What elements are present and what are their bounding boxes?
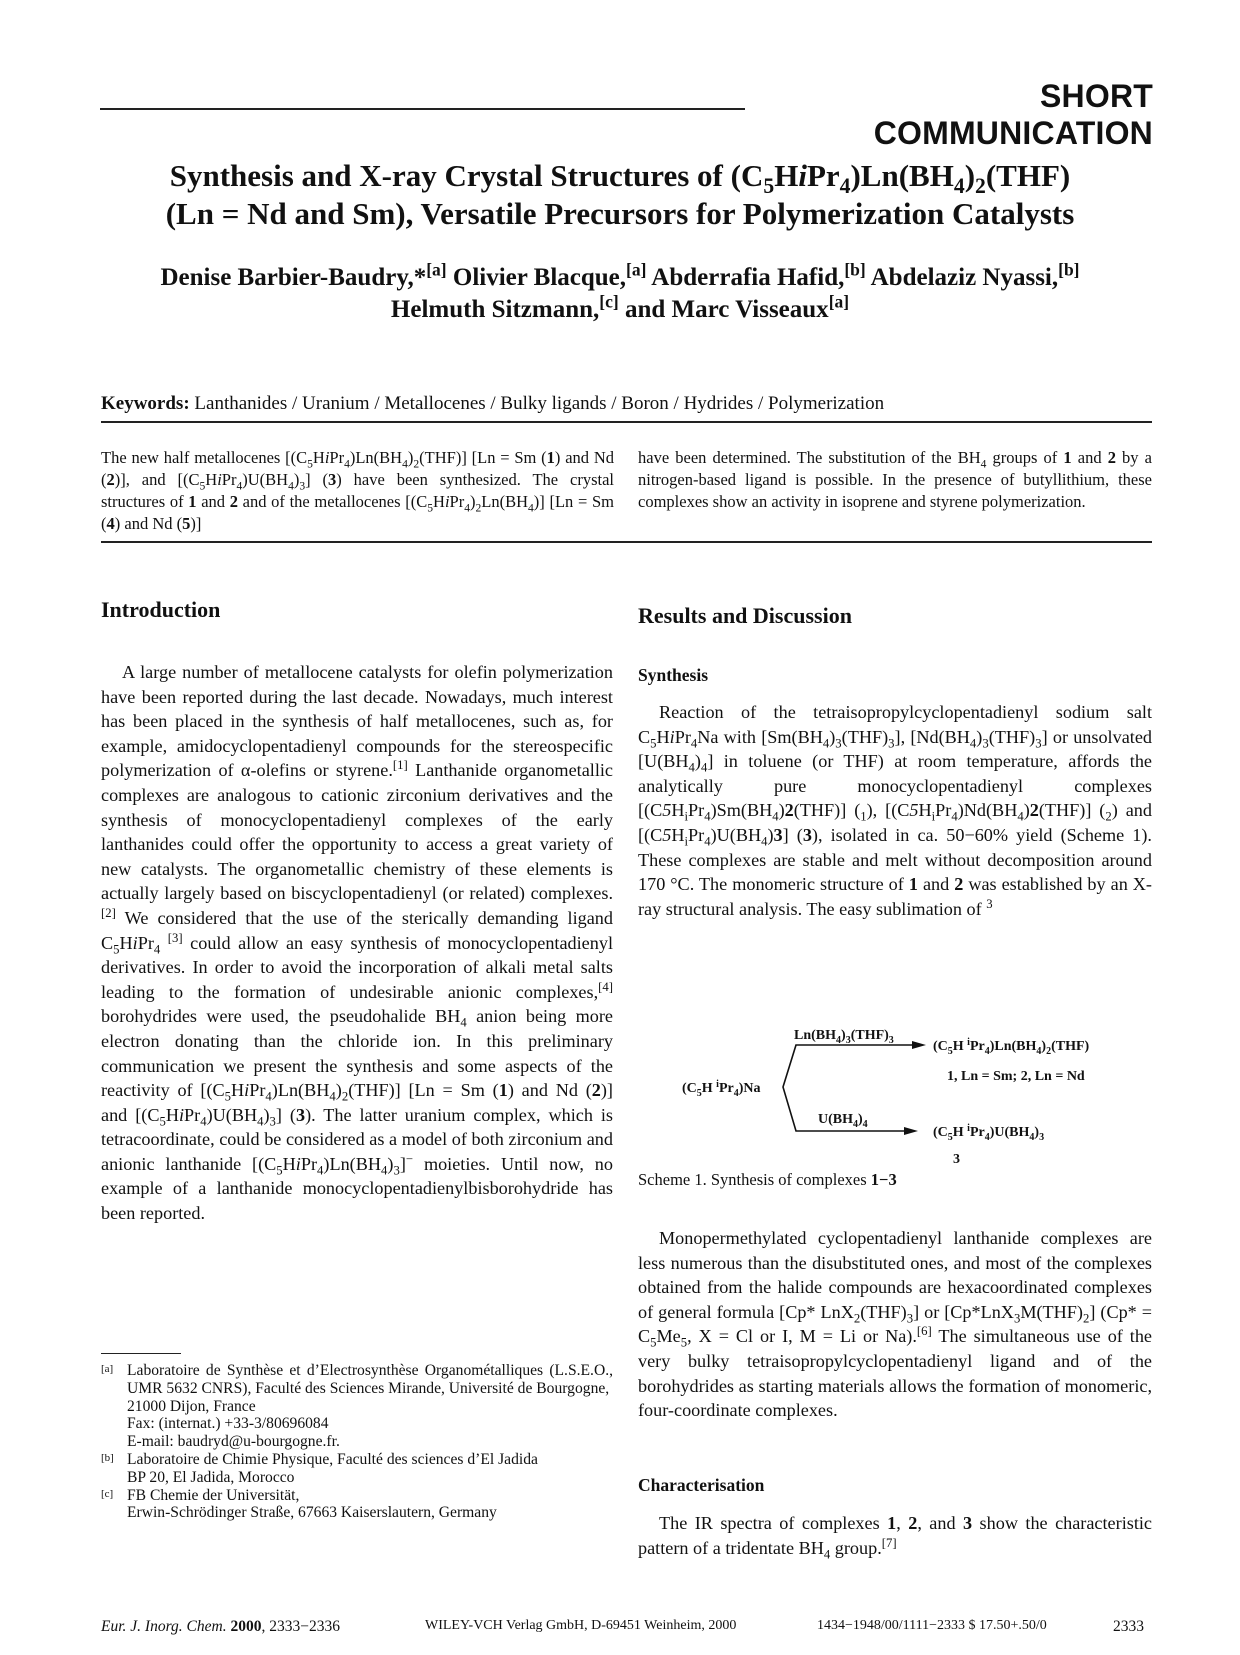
footnote-b: [b] Laboratoire de Chimie Physique, Faculté des sciences d’El Jadida BP 20, El Jadida, Morocco	[101, 1450, 538, 1486]
introduction-heading: Introduction	[101, 597, 221, 622]
upper-note: 1, Ln = Sm; 2, Ln = Nd	[947, 1069, 1085, 1084]
header-rule	[100, 108, 745, 110]
reaction-scheme	[650, 1017, 1150, 1167]
affiliation-footnotes	[101, 1362, 613, 1522]
keywords	[101, 393, 884, 415]
lower-arrowhead	[904, 1127, 918, 1135]
upper-arrowhead	[912, 1041, 926, 1049]
lower-number: 3	[953, 1152, 960, 1167]
characterisation-paragraph: The IR spectra of complexes 1, 2, and 3 show the characteristic pattern of a tridentate $BH_4$ group.[7]	[638, 1513, 1152, 1562]
scheme-caption: Scheme 1. Synthesis of complexes 1−3	[638, 1170, 897, 1189]
section-type-label: SHORT COMMUNICATION	[873, 78, 1153, 151]
article-title	[80, 157, 1160, 233]
abstract-left-column: The new half metallocenes $[(C_5HiPr_4)Ln(BH_4)_2(THF)] [Ln = Sm$ (1) and Nd (2)], and $[(C_5HiPr_4)U(BH_4)_3]$ (3) have been synthesized. The crystal structures of 1 and 2 and of the metallocenes $[(C_5HiPr_4)_2Ln(BH_4)] [Ln = Sm$ (4) and Nd (5)]	[101, 448, 614, 533]
abstract-bottom-rule	[101, 541, 1152, 543]
keywords-text: Lanthanides / Uranium / Metallocenes / Bulky ligands / Boron / Hydrides / Polymerization	[194, 393, 885, 414]
scheme-reactant: ($C_5H$ $^iPr_4)Na$	[682, 1079, 761, 1099]
keywords-label: Keywords:	[101, 393, 190, 414]
results-heading: Results and Discussion	[638, 603, 852, 628]
mono-paragraph: Monopermethylated cyclopentadienyl lanthanide complexes are less numerous than the disubstituted ones, and most of the complexes obtained from the halide compounds are hexacoordinated complexes of general formula [Cp* $LnX_2(THF)_3$] or $[Cp*LnX_3M(THF)_2] (Cp* = C_5Me_5$, X = Cl or I, M = Li or Na).[6] The simultaneous use of the very bulky tetraisopropylcyclopentadienyl ligand and of the borohydrides as starting materials allows the formation of monomeric, four-coordinate complexes.	[638, 1228, 1152, 1421]
synthesis-body	[638, 700, 1152, 921]
synthesis-heading: Synthesis	[638, 665, 709, 685]
lower-product: ($C_5H$ $^iPr_4)U(BH_4)_3$	[933, 1123, 1045, 1143]
issn-line: 1434−1948/00/1111−2333 $ 17.50+.50/0	[817, 1618, 1047, 1633]
abstract-right-column: have been determined. The substitution of the $BH_4$ groups of 1 and 2 by a nitrogen-based ligand is possible. In the presence of butyllithium, these complexes show an activity in isoprene and styrene polymerization.	[638, 448, 1152, 511]
footnote-rule	[101, 1353, 181, 1354]
title-line-1: Synthesis and X-ray Crystal Structures of $(C_5HiPr_4)Ln(BH_4)_2(THF)$	[169, 158, 1071, 199]
author-line-2: Helmuth Sitzmann,[c] and Marc Visseaux[a]	[390, 291, 850, 323]
footnote-a: [a] Laboratoire de Synthèse et d’Electrosynthèse Organométalliques (L.S.E.O., UMR 5632 CNRS), Faculté des Sciences Mirande, Université de Bourgogne, 21000 Dijon, France Fax: (internat.) +33-3/80696084 E-mail: baudryd@u-bourgogne.fr.	[101, 1362, 613, 1451]
author-line-1: Denise Barbier-Baudry,*[a] Olivier Blacque,[a] Abderrafia Hafid,[b] Abdelaziz Nyassi,[b]	[160, 259, 1080, 291]
abstract-top-rule	[101, 421, 1152, 423]
upper-reagent: $Ln(BH_4)_3(THF)_3$	[794, 1028, 894, 1046]
footnote-c: [c] FB Chemie der Universität, Erwin-Schrödinger Straße, 67663 Kaiserslautern, Germany	[101, 1486, 497, 1522]
introduction-body	[101, 660, 613, 1226]
page-number: 2333	[1113, 1618, 1144, 1635]
mono-body	[638, 1226, 1152, 1423]
characterisation-body	[638, 1511, 1152, 1560]
journal-citation: Eur. J. Inorg. Chem. 2000, 2333−2336	[101, 1618, 340, 1635]
synthesis-paragraph: Reaction of the tetraisopropylcyclopentadienyl sodium salt $C_5HiPr_4Na$ with $[Sm(BH_4)_3(THF)_3]$, $[Nd(BH_4)_3(THF)_3]$ or unsolvated $[U(BH_4)_4]$ in toluene (or THF) at room temperature, affords the analytically pure monocyclopentadienyl complexes $[(C5H_iPr_4)Sm(BH_4)2(THF)]$ $(_1)$, $[(C5H_iPr_4)Nd(BH_4)2(THF)]$ $(_2)$ and $[(C5H_iPr_4)U(BH_4)3]$ (3), isolated in ca. 50−60% yield (Scheme 1). These complexes are stable and melt without decomposition around 170 °C. The monomeric structure of 1 and 2 was established by an X-ray structural analysis. The easy sublimation of $^3$	[638, 702, 1152, 919]
characterisation-heading: Characterisation	[638, 1475, 765, 1495]
introduction-paragraph: A large number of metallocene catalysts for olefin polymerization have been reported during the last decade. Nowadays, much interest has been placed in the synthesis of half metallocenes, such as, for example, amidocyclopentadienyl compounds for the stereospecific polymerization of α-olefins or styrene.[1] Lanthanide organometallic complexes are analogous to cationic zirconium derivatives and the synthesis of monocyclopentadienyl complexes of the early lanthanides could offer the opportunity to access a great variety of new catalysts. The organometallic chemistry of these elements is actually largely based on biscyclopentadienyl (or related) complexes.[2] We considered that the use of the sterically demanding ligand $C_5HiPr_4$ [3] could allow an easy synthesis of monocyclopentadienyl derivatives. In order to avoid the incorporation of alkali metal salts leading to the formation of undesirable anionic complexes,[4] borohydrides were used, the pseudohalide $BH_4$ anion being more electron donating than the chloride ion. In this preliminary communication we present the synthesis and some aspects of the reactivity of $[(C_5HiPr_4)Ln(BH_4)_2(THF)] [Ln = Sm$ (1) and Nd (2)] and $[(C_5HiPr_4)U(BH_4)_3]$ (3). The latter uranium complex, which is tetracoordinate, could be considered as a model of both zirconium and anionic lanthanide $[(C_5HiPr_4)Ln(BH_4)_3]^-$ moieties. Until now, no example of a lanthanide monocyclopentadienylbisborohydride has been reported.	[101, 662, 613, 1224]
author-list	[80, 259, 1160, 326]
title-line-2: (Ln = Nd and Sm), Versatile Precursors for Polymerization Catalysts	[165, 196, 1075, 231]
publisher-line: WILEY-VCH Verlag GmbH, D-69451 Weinheim, 2000	[425, 1618, 737, 1633]
lower-reagent: $U(BH_4)_4$	[818, 1112, 868, 1130]
upper-product: ($C_5H$ $^iPr_4)Ln(BH_4)_2(THF)$	[933, 1037, 1090, 1057]
